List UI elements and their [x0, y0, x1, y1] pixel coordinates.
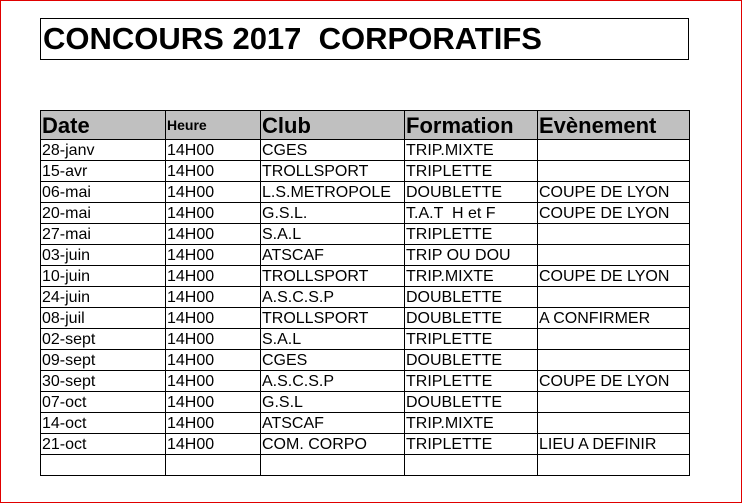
cell-date: 27-mai — [41, 224, 166, 245]
table-row — [41, 287, 690, 308]
cell-club: COM. CORPO — [261, 434, 405, 455]
document-title: CONCOURS 2017 CORPORATIFS — [43, 21, 542, 56]
cell-date: 02-sept — [41, 329, 166, 350]
cell-club: CGES — [261, 140, 405, 161]
table-row — [41, 245, 690, 266]
table-row — [41, 434, 690, 455]
cell-date: 28-janv — [41, 140, 166, 161]
cell-formation: TRIPLETTE — [405, 329, 538, 350]
header-club: Club — [261, 111, 405, 140]
header-evenement: Evènement — [538, 111, 690, 140]
header-formation: Formation — [405, 111, 538, 140]
cell-club: ATSCAF — [261, 413, 405, 434]
table-row — [41, 203, 690, 224]
cell-heure: 14H00 — [166, 371, 261, 392]
cell-formation: DOUBLETTE — [405, 350, 538, 371]
cell-club: TROLLSPORT — [261, 308, 405, 329]
cell-date: 20-mai — [41, 203, 166, 224]
cell-heure: 14H00 — [166, 266, 261, 287]
cell-date: 15-avr — [41, 161, 166, 182]
schedule-table — [40, 110, 690, 476]
header-heure: Heure — [166, 111, 261, 140]
cell-club: S.A.L — [261, 224, 405, 245]
header-date: Date — [41, 111, 166, 140]
cell-evenement: COUPE DE LYON — [538, 203, 690, 224]
cell-formation: DOUBLETTE — [405, 287, 538, 308]
cell-evenement — [538, 392, 690, 413]
header-row — [41, 111, 690, 140]
cell-evenement — [538, 287, 690, 308]
cell-heure: 14H00 — [166, 350, 261, 371]
cell-date: 07-oct — [41, 392, 166, 413]
cell-formation: TRIPLETTE — [405, 371, 538, 392]
cell-evenement — [538, 350, 690, 371]
cell-club: A.S.C.S.P — [261, 287, 405, 308]
cell-formation: DOUBLETTE — [405, 308, 538, 329]
table-row — [41, 224, 690, 245]
cell-date: 06-mai — [41, 182, 166, 203]
cell-club — [261, 455, 405, 476]
cell-date: 08-juil — [41, 308, 166, 329]
cell-evenement: A CONFIRMER — [538, 308, 690, 329]
cell-evenement: COUPE DE LYON — [538, 266, 690, 287]
cell-formation: TRIPLETTE — [405, 161, 538, 182]
cell-club: G.S.L — [261, 392, 405, 413]
table-row — [41, 329, 690, 350]
cell-heure: 14H00 — [166, 182, 261, 203]
cell-date: 14-oct — [41, 413, 166, 434]
cell-heure: 14H00 — [166, 224, 261, 245]
cell-formation: TRIP.MIXTE — [405, 413, 538, 434]
cell-evenement — [538, 455, 690, 476]
cell-club: A.S.C.S.P — [261, 371, 405, 392]
table-row — [41, 350, 690, 371]
table-row — [41, 455, 690, 476]
cell-heure: 14H00 — [166, 140, 261, 161]
cell-club: S.A.L — [261, 329, 405, 350]
cell-date: 10-juin — [41, 266, 166, 287]
cell-club: L.S.METROPOLE — [261, 182, 405, 203]
cell-heure: 14H00 — [166, 413, 261, 434]
cell-heure: 14H00 — [166, 203, 261, 224]
cell-heure: 14H00 — [166, 245, 261, 266]
cell-evenement — [538, 161, 690, 182]
cell-date — [41, 455, 166, 476]
table-row — [41, 392, 690, 413]
cell-date: 03-juin — [41, 245, 166, 266]
cell-evenement: COUPE DE LYON — [538, 182, 690, 203]
cell-heure: 14H00 — [166, 287, 261, 308]
table-row — [41, 161, 690, 182]
cell-evenement: COUPE DE LYON — [538, 371, 690, 392]
cell-club: TROLLSPORT — [261, 266, 405, 287]
table-row — [41, 413, 690, 434]
cell-club: G.S.L. — [261, 203, 405, 224]
cell-club: CGES — [261, 350, 405, 371]
cell-formation — [405, 455, 538, 476]
table-row — [41, 371, 690, 392]
table-row — [41, 182, 690, 203]
cell-heure: 14H00 — [166, 434, 261, 455]
cell-evenement — [538, 329, 690, 350]
cell-heure: 14H00 — [166, 161, 261, 182]
cell-formation: DOUBLETTE — [405, 392, 538, 413]
cell-date: 24-juin — [41, 287, 166, 308]
cell-heure — [166, 455, 261, 476]
table-row — [41, 266, 690, 287]
cell-heure: 14H00 — [166, 308, 261, 329]
cell-formation: T.A.T H et F — [405, 203, 538, 224]
cell-evenement: LIEU A DEFINIR — [538, 434, 690, 455]
cell-evenement — [538, 140, 690, 161]
cell-heure: 14H00 — [166, 392, 261, 413]
cell-formation: TRIP.MIXTE — [405, 140, 538, 161]
cell-club: ATSCAF — [261, 245, 405, 266]
table-row — [41, 140, 690, 161]
cell-formation: TRIPLETTE — [405, 224, 538, 245]
cell-date: 21-oct — [41, 434, 166, 455]
cell-date: 30-sept — [41, 371, 166, 392]
cell-evenement — [538, 413, 690, 434]
cell-formation: TRIPLETTE — [405, 434, 538, 455]
cell-evenement — [538, 245, 690, 266]
cell-formation: DOUBLETTE — [405, 182, 538, 203]
cell-club: TROLLSPORT — [261, 161, 405, 182]
cell-date: 09-sept — [41, 350, 166, 371]
cell-formation: TRIP OU DOU — [405, 245, 538, 266]
cell-heure: 14H00 — [166, 329, 261, 350]
title-box — [40, 18, 689, 60]
cell-evenement — [538, 224, 690, 245]
cell-formation: TRIP.MIXTE — [405, 266, 538, 287]
table-row — [41, 308, 690, 329]
